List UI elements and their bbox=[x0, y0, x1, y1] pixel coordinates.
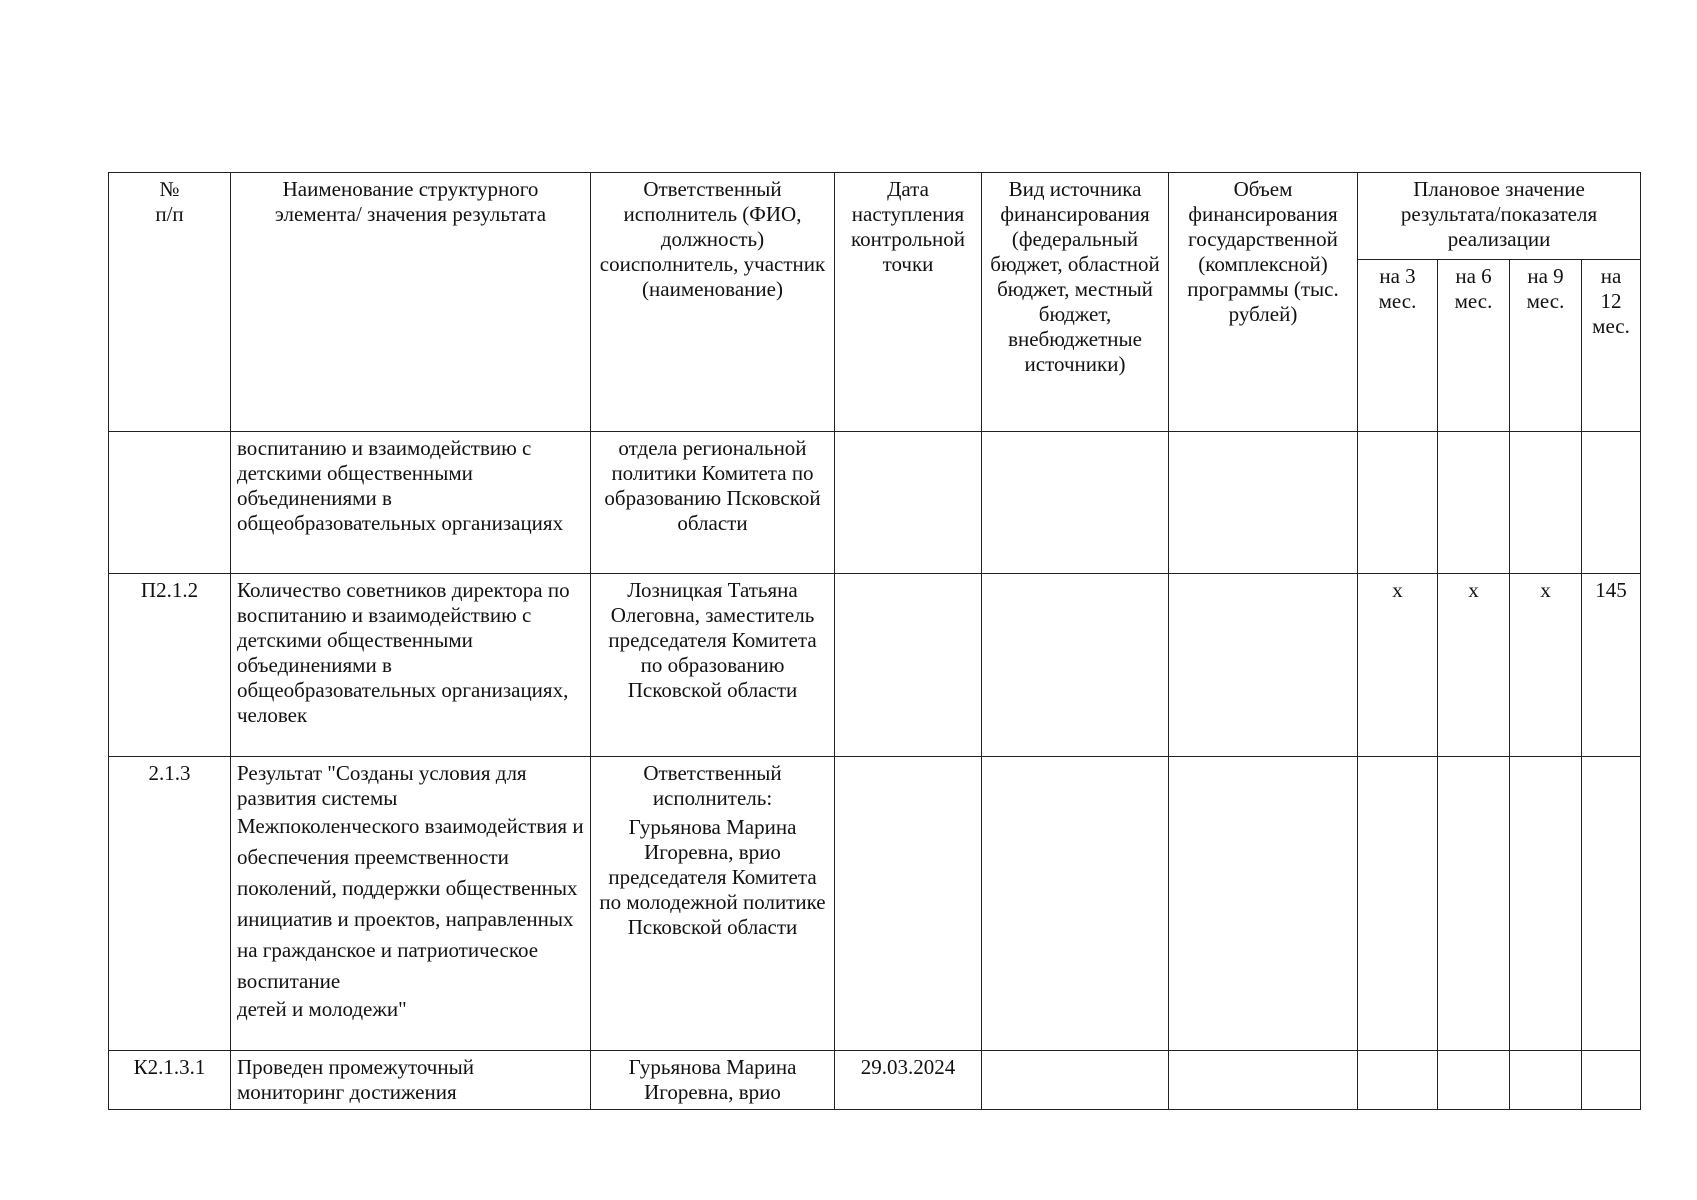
cell-plan-9: х bbox=[1510, 574, 1582, 757]
header-name: Наименование структурного элемента/ значения результата bbox=[231, 173, 591, 432]
header-plan-9: на 9 мес. bbox=[1510, 260, 1582, 432]
cell-source bbox=[982, 1051, 1169, 1110]
cell-plan-12 bbox=[1582, 432, 1641, 574]
header-date: Дата наступления контрольной точки bbox=[835, 173, 982, 432]
cell-plan-9 bbox=[1510, 432, 1582, 574]
result-description: Межпоколенческого взаимодействия и обеспечения преемственности поколений, поддержки общественных инициатив и проектов, направленных на гражданское и патриотическое воспитание bbox=[237, 814, 584, 993]
cell-num: П2.1.2 bbox=[109, 574, 231, 757]
table-row bbox=[109, 1051, 1641, 1110]
cell-date bbox=[835, 757, 982, 1051]
cell-plan-3 bbox=[1358, 757, 1438, 1051]
cell-plan-3 bbox=[1358, 432, 1438, 574]
header-plan-12: на 12 мес. bbox=[1582, 260, 1641, 432]
header-plan-3: на 3 мес. bbox=[1358, 260, 1438, 432]
header-plan-6: на 6 мес. bbox=[1438, 260, 1510, 432]
header-source: Вид источника финансирования (федеральный бюджет, областной бюджет, местный бюджет, внебюджетные источники) bbox=[982, 173, 1169, 432]
cell-source bbox=[982, 574, 1169, 757]
cell-source bbox=[982, 757, 1169, 1051]
cell-responsible: отдела региональной политики Комитета по образованию Псковской области bbox=[591, 432, 835, 574]
header-volume: Объем финансирования государственной (комплексной) программы (тыс. рублей) bbox=[1169, 173, 1358, 432]
result-title-line: Результат "Созданы условия для развития системы bbox=[237, 761, 527, 810]
cell-source bbox=[982, 432, 1169, 574]
cell-num bbox=[109, 432, 231, 574]
cell-plan-12 bbox=[1582, 1051, 1641, 1110]
cell-volume bbox=[1169, 757, 1358, 1051]
responsible-label: Ответственный исполнитель: bbox=[643, 761, 782, 810]
cell-name bbox=[231, 757, 591, 1051]
cell-name: воспитанию и взаимодействию с детскими общественными объединениями в общеобразовательных организациях bbox=[231, 432, 591, 574]
table-row bbox=[109, 574, 1641, 757]
table-row bbox=[109, 757, 1641, 1051]
result-description-end: детей и молодежи" bbox=[237, 997, 407, 1021]
cell-plan-6 bbox=[1438, 432, 1510, 574]
cell-responsible bbox=[591, 757, 835, 1051]
cell-num: К2.1.3.1 bbox=[109, 1051, 231, 1110]
cell-volume bbox=[1169, 574, 1358, 757]
cell-name: Проведен промежуточный мониторинг достижения bbox=[231, 1051, 591, 1110]
header-responsible: Ответственный исполнитель (ФИО, должность) соисполнитель, участник (наименование) bbox=[591, 173, 835, 432]
cell-volume bbox=[1169, 432, 1358, 574]
cell-plan-6 bbox=[1438, 1051, 1510, 1110]
cell-plan-6: х bbox=[1438, 574, 1510, 757]
cell-plan-3: х bbox=[1358, 574, 1438, 757]
cell-date: 29.03.2024 bbox=[835, 1051, 982, 1110]
program-table bbox=[108, 172, 1641, 1110]
cell-plan-9 bbox=[1510, 1051, 1582, 1110]
cell-responsible: Гурьянова Марина Игоревна, врио bbox=[591, 1051, 835, 1110]
cell-date bbox=[835, 574, 982, 757]
table-row bbox=[109, 432, 1641, 574]
cell-plan-12: 145 bbox=[1582, 574, 1641, 757]
cell-num: 2.1.3 bbox=[109, 757, 231, 1051]
cell-plan-9 bbox=[1510, 757, 1582, 1051]
cell-responsible: Лозницкая Татьяна Олеговна, заместитель председателя Комитета по образованию Псковской области bbox=[591, 574, 835, 757]
cell-date bbox=[835, 432, 982, 574]
header-num: № п/п bbox=[109, 173, 231, 432]
responsible-person: Гурьянова Марина Игоревна, врио председателя Комитета по молодежной политике Псковской области bbox=[599, 815, 826, 939]
cell-plan-6 bbox=[1438, 757, 1510, 1051]
cell-plan-3 bbox=[1358, 1051, 1438, 1110]
cell-plan-12 bbox=[1582, 757, 1641, 1051]
cell-name: Количество советников директора по воспитанию и взаимодействию с детскими общественными объединениями в общеобразовательных организациях, человек bbox=[231, 574, 591, 757]
cell-volume bbox=[1169, 1051, 1358, 1110]
header-plan-group: Плановое значение результата/показателя реализации bbox=[1358, 173, 1641, 260]
